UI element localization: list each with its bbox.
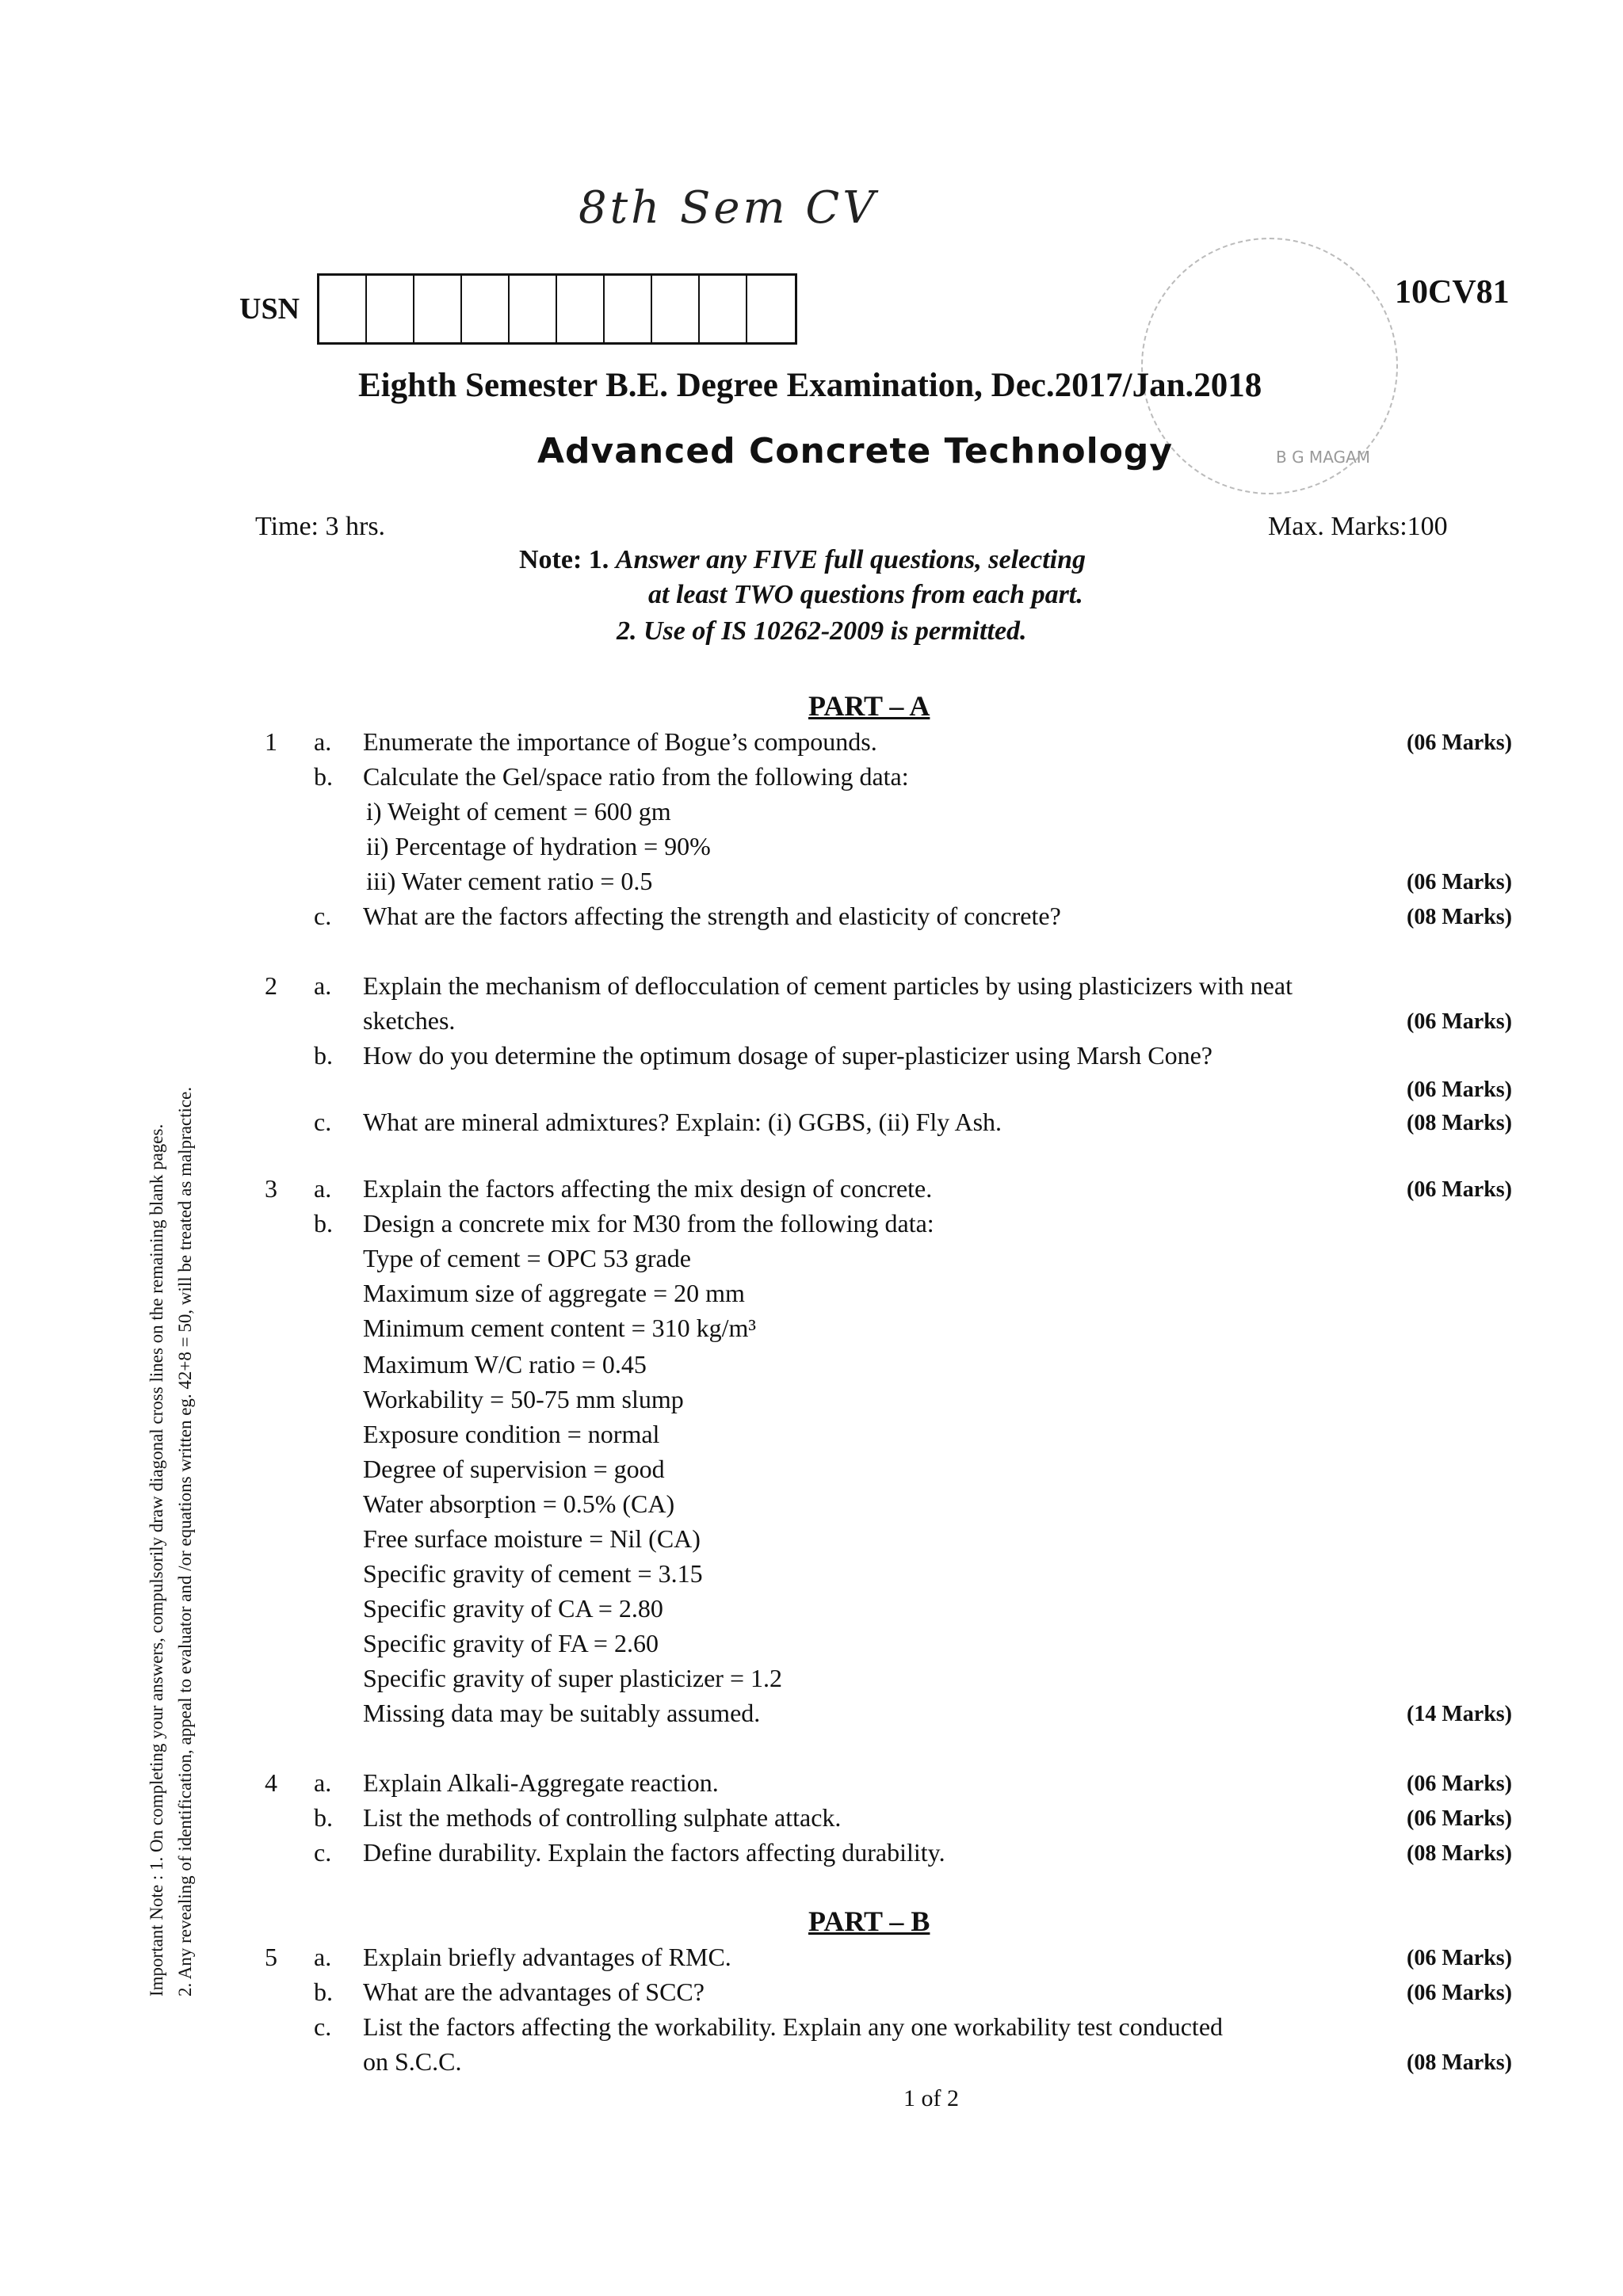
marks: (06 Marks) — [1407, 1077, 1512, 1102]
marks: (06 Marks) — [1407, 1009, 1512, 1034]
data-line: Maximum W/C ratio = 0.45 — [363, 1350, 647, 1379]
subject-title: Advanced Concrete Technology — [537, 431, 1174, 471]
marks: (08 Marks) — [1407, 1111, 1512, 1135]
page-number: 1 of 2 — [903, 2085, 959, 2111]
sub-label: c. — [314, 902, 332, 930]
data-line: Type of cement = OPC 53 grade — [363, 1244, 691, 1272]
sub-label: a. — [314, 971, 332, 1000]
sub-label: a. — [314, 1943, 332, 1971]
question-text: What are the factors affecting the strength and elasticity of concrete? — [363, 902, 1061, 930]
handwritten-annotation: 8th Sem CV — [579, 182, 878, 234]
sub-label: b. — [314, 1209, 333, 1238]
note-line-1b: at least TWO questions from each part. — [648, 580, 1083, 609]
data-line: Missing data may be suitably assumed. — [363, 1699, 761, 1727]
question-text: List the methods of controlling sulphate attack. — [363, 1803, 842, 1832]
sub-label: c. — [314, 1838, 332, 1867]
sub-label: a. — [314, 727, 332, 756]
sub-label: b. — [314, 1803, 333, 1832]
question-text: Explain the factors affecting the mix design of concrete. — [363, 1174, 933, 1203]
usn-label: USN — [239, 292, 300, 326]
question-text: Explain briefly advantages of RMC. — [363, 1943, 731, 1971]
data-line: Maximum size of aggregate = 20 mm — [363, 1279, 745, 1307]
note-line-2: 2. Use of IS 10262-2009 is permitted. — [617, 616, 1027, 646]
side-important-note — [143, 570, 200, 1997]
question-text: Define durability. Explain the factors affecting durability. — [363, 1838, 945, 1867]
data-line: Workability = 50-75 mm slump — [363, 1385, 684, 1413]
question-text: Explain Alkali-Aggregate reaction. — [363, 1768, 719, 1797]
sub-label: b. — [314, 762, 333, 791]
sub-label: b. — [314, 1041, 333, 1070]
data-line: i) Weight of cement = 600 gm — [366, 797, 671, 826]
data-line: Degree of supervision = good — [363, 1455, 665, 1483]
data-line: Specific gravity of FA = 2.60 — [363, 1629, 659, 1657]
question-text: Calculate the Gel/space ratio from the following data: — [363, 762, 909, 791]
sub-label: c. — [314, 1108, 332, 1136]
question-text: How do you determine the optimum dosage of super-plasticizer using Marsh Cone? — [363, 1041, 1212, 1070]
question-text: Enumerate the importance of Bogue’s compounds. — [363, 727, 877, 756]
question-text: Explain the mechanism of deflocculation of cement particles by using plasticizers with neat — [363, 971, 1293, 1000]
data-line: Exposure condition = normal — [363, 1420, 660, 1448]
part-a-heading: PART – A — [808, 690, 930, 722]
usn-digit-box — [510, 276, 557, 342]
usn-digit-box — [367, 276, 414, 342]
question-number: 5 — [265, 1943, 277, 1971]
marks: (06 Marks) — [1407, 1806, 1512, 1831]
usn-digit-box — [700, 276, 747, 342]
question-number: 3 — [265, 1174, 277, 1203]
usn-digit-box — [557, 276, 605, 342]
sub-label: a. — [314, 1768, 332, 1797]
question-text: List the factors affecting the workability. Explain any one workability test conducted — [363, 2012, 1224, 2041]
marks: (06 Marks) — [1407, 1177, 1512, 1202]
exam-title: Eighth Semester B.E. Degree Examination, Dec.2017/Jan.2018 — [358, 367, 1262, 404]
data-line: Specific gravity of CA = 2.80 — [363, 1594, 663, 1623]
question-text: What are mineral admixtures? Explain: (i) GGBS, (ii) Fly Ash. — [363, 1108, 1002, 1136]
question-text-cont: on S.C.C. — [363, 2047, 462, 2076]
usn-boxes — [317, 273, 797, 345]
question-text-cont: sketches. — [363, 1006, 456, 1035]
usn-digit-box — [747, 276, 795, 342]
max-marks: Max. Marks:100 — [1268, 512, 1448, 541]
usn-digit-box — [652, 276, 700, 342]
part-b-heading: PART – B — [808, 1905, 930, 1937]
usn-digit-box — [319, 276, 367, 342]
time-label: Time: 3 hrs. — [255, 512, 386, 541]
question-number: 2 — [265, 971, 277, 1000]
sub-label: c. — [314, 2012, 332, 2041]
question-text: Design a concrete mix for M30 from the following data: — [363, 1209, 934, 1238]
marks: (06 Marks) — [1407, 1772, 1512, 1796]
data-line: Specific gravity of cement = 3.15 — [363, 1559, 703, 1588]
data-line: ii) Percentage of hydration = 90% — [366, 832, 711, 860]
note-label: Note: 1. Answer any FIVE full questions, selecting — [519, 545, 1086, 574]
usn-digit-box — [414, 276, 462, 342]
usn-digit-box — [605, 276, 652, 342]
question-number: 4 — [265, 1768, 277, 1797]
data-line: Minimum cement content = 310 kg/m³ — [363, 1314, 757, 1342]
data-line: Free surface moisture = Nil (CA) — [363, 1524, 701, 1553]
usn-digit-box — [462, 276, 510, 342]
data-line: iii) Water cement ratio = 0.5 — [366, 867, 653, 895]
marks: (08 Marks) — [1407, 1841, 1512, 1866]
marks: (14 Marks) — [1407, 1702, 1512, 1726]
marks: (08 Marks) — [1407, 905, 1512, 929]
marks: (06 Marks) — [1407, 870, 1512, 894]
question-text: What are the advantages of SCC? — [363, 1978, 705, 2006]
sub-label: b. — [314, 1978, 333, 2006]
data-line: Water absorption = 0.5% (CA) — [363, 1489, 675, 1518]
question-number: 1 — [265, 727, 277, 756]
marks: (06 Marks) — [1407, 1946, 1512, 1970]
subject-code: 10CV81 — [1395, 274, 1510, 311]
data-line: Specific gravity of super plasticizer = 1.2 — [363, 1664, 782, 1692]
marks: (08 Marks) — [1407, 2050, 1512, 2075]
side-note-line-1: Important Note : 1. On completing your answers, compulsorily draw diagonal cross lines on the remaining blank pages. — [147, 1123, 166, 1997]
side-note-line-2: 2. Any revealing of identification, appeal to evaluator and /or equations written eg. 42+8 = 50, will be treated as malpractice. — [175, 1086, 195, 1997]
marks: (06 Marks) — [1407, 1981, 1512, 2005]
stamp-text: B G MAGAM — [1276, 448, 1370, 467]
sub-label: a. — [314, 1174, 332, 1203]
marks: (06 Marks) — [1407, 730, 1512, 755]
